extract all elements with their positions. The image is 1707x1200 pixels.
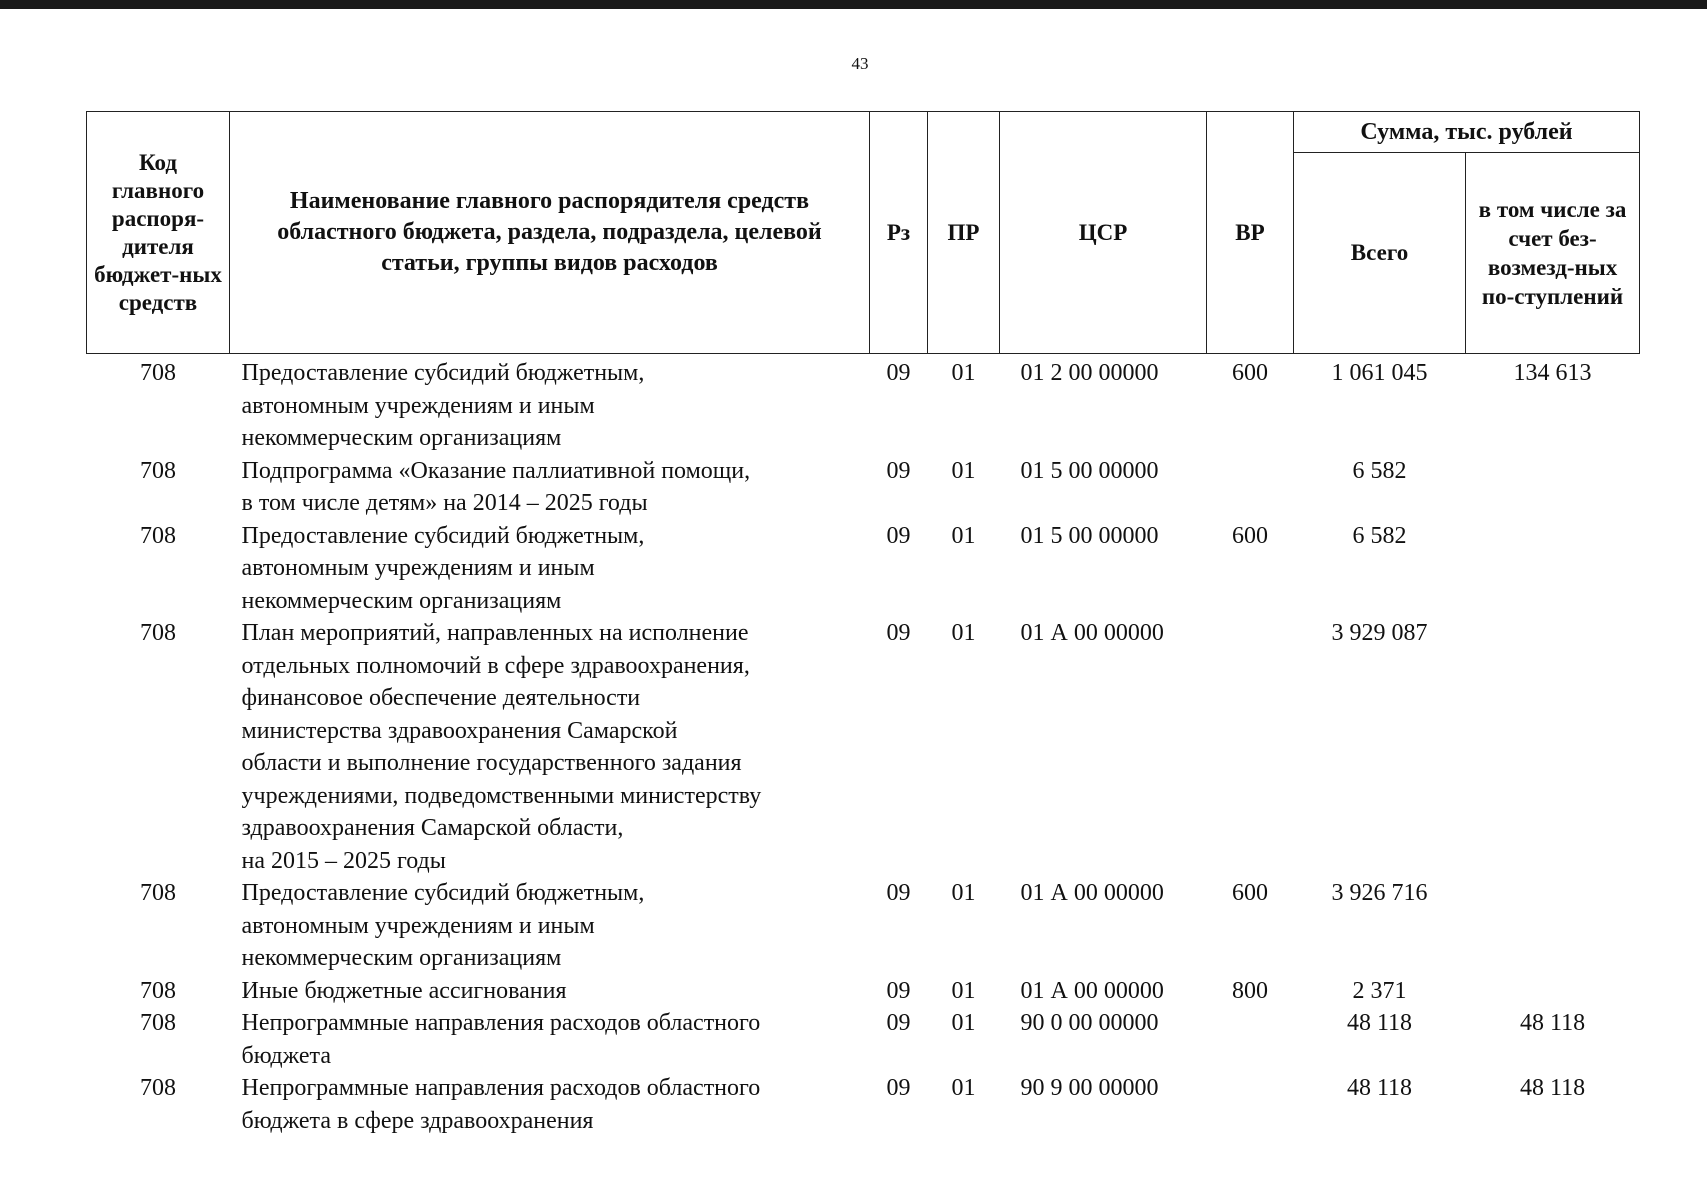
- cell-code: 708: [140, 1010, 176, 1036]
- cell-total: 2 371: [1352, 977, 1407, 1004]
- cell-pr: 01: [951, 457, 976, 484]
- cell-csr: 01 А 00 00000: [1020, 880, 1164, 906]
- cell-name: Непрограммные направления расходов областного бюджета в сфере здравоохранения: [241, 1075, 761, 1134]
- cell-pr: 01: [951, 522, 976, 549]
- cell-code: 708: [140, 360, 176, 386]
- cell-csr: 01 5 00 00000: [1020, 522, 1159, 549]
- cell-pr: 01: [951, 977, 976, 1004]
- header-sum: Сумма, тыс. рублей: [1294, 112, 1640, 153]
- header-name: Наименование главного распорядителя средств областного бюджета, раздела, подраздела, целевой статьи, группы видов расходов: [230, 112, 870, 354]
- cell-name: Предоставление субсидий бюджетным, автономным учреждениям и иным некоммерческим организациям: [241, 360, 645, 451]
- cell-rz: 09: [886, 1010, 911, 1036]
- cell-vr: 600: [1232, 360, 1268, 386]
- header-total: Всего: [1294, 153, 1466, 354]
- cell-name: Непрограммные направления расходов областного бюджета: [241, 1010, 761, 1069]
- cell-vr: [1207, 1072, 1294, 1137]
- cell-code: 708: [140, 457, 176, 484]
- cell-total: 3 926 716: [1331, 880, 1428, 906]
- cell-total: 3 929 087: [1331, 620, 1428, 646]
- cell-vr: [1207, 617, 1294, 877]
- table-row: [87, 1072, 1640, 1137]
- table-row: [87, 455, 1640, 520]
- table-row: [87, 520, 1640, 618]
- cell-name: План мероприятий, направленных на исполнение отдельных полномочий в сфере здравоохранения, финансовое обеспечение деятельности министерства здравоохранения Самарской области и выполнение государственного задания учреждениями, подведомственными министерству здравоохранения Самарской области, на 2015 – 2025 годы: [241, 620, 762, 874]
- cell-rz: 09: [886, 977, 911, 1004]
- cell-name: Иные бюджетные ассигнования: [241, 977, 567, 1004]
- cell-free: [1466, 877, 1640, 975]
- cell-rz: 09: [886, 880, 911, 906]
- cell-code: 708: [140, 977, 176, 1004]
- cell-pr: 01: [951, 620, 976, 646]
- cell-csr: 90 0 00 00000: [1020, 1010, 1159, 1036]
- cell-vr: 800: [1232, 977, 1268, 1004]
- cell-free: [1466, 455, 1640, 520]
- cell-total: 6 582: [1352, 457, 1407, 484]
- cell-rz: 09: [886, 522, 911, 549]
- cell-vr: 600: [1232, 880, 1268, 906]
- header-rz: Рз: [870, 112, 928, 354]
- cell-code: 708: [140, 522, 176, 549]
- cell-free: [1466, 975, 1640, 1008]
- cell-pr: 01: [951, 1075, 976, 1101]
- cell-pr: 01: [951, 1010, 976, 1036]
- cell-code: 708: [140, 620, 176, 646]
- cell-name: Предоставление субсидий бюджетным, автономным учреждениям и иным некоммерческим организациям: [241, 880, 645, 971]
- cell-free: 48 118: [1519, 1075, 1586, 1101]
- top-border-rule: [0, 0, 1707, 9]
- header-csr: ЦСР: [1000, 112, 1207, 354]
- cell-rz: 09: [886, 620, 911, 646]
- table-row: [87, 617, 1640, 877]
- cell-rz: 09: [886, 457, 911, 484]
- cell-name: Предоставление субсидий бюджетным, автономным учреждениям и иным некоммерческим организациям: [241, 522, 645, 614]
- cell-free: [1466, 617, 1640, 877]
- cell-pr: 01: [951, 880, 976, 906]
- cell-total: 1 061 045: [1331, 360, 1428, 386]
- table-row: [87, 1007, 1640, 1072]
- budget-table: [86, 111, 1640, 1137]
- header-pr: ПР: [928, 112, 1000, 354]
- cell-csr: 01 5 00 00000: [1020, 457, 1159, 484]
- cell-vr: [1207, 455, 1294, 520]
- header-free: в том числе за счет без-возмезд-ных по-ступлений: [1466, 153, 1640, 354]
- table-row: [87, 354, 1640, 455]
- cell-name: Подпрограмма «Оказание паллиативной помощи, в том числе детям» на 2014 – 2025 годы: [241, 457, 751, 516]
- header-code: Код главного распоря-дителя бюджет-ных средств: [87, 112, 230, 354]
- cell-free: 48 118: [1519, 1010, 1586, 1036]
- cell-free: [1466, 520, 1640, 618]
- cell-total: 48 118: [1346, 1010, 1413, 1036]
- table-row: [87, 877, 1640, 975]
- cell-csr: 01 А 00 00000: [1020, 620, 1164, 646]
- cell-free: 134 613: [1513, 360, 1592, 386]
- table-header: [87, 112, 1640, 354]
- table-body: [87, 354, 1640, 1138]
- cell-vr: [1207, 1007, 1294, 1072]
- table-row: [87, 975, 1640, 1008]
- cell-total: 6 582: [1352, 522, 1407, 549]
- cell-csr: 90 9 00 00000: [1020, 1075, 1159, 1101]
- page-number: 43: [851, 54, 869, 73]
- cell-vr: 600: [1232, 522, 1268, 549]
- cell-code: 708: [140, 880, 176, 906]
- cell-pr: 01: [951, 360, 976, 386]
- cell-total: 48 118: [1346, 1075, 1413, 1101]
- header-vr: ВР: [1207, 112, 1294, 354]
- cell-rz: 09: [886, 1075, 911, 1101]
- cell-csr: 01 2 00 00000: [1020, 360, 1159, 386]
- cell-code: 708: [140, 1075, 176, 1101]
- cell-rz: 09: [886, 360, 911, 386]
- cell-csr: 01 А 00 00000: [1020, 977, 1164, 1004]
